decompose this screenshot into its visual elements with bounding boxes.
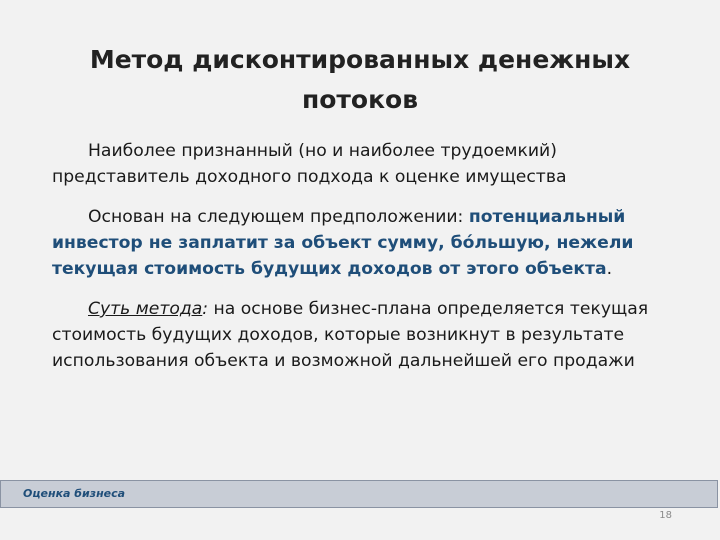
footer-bar xyxy=(0,480,718,508)
assumption-highlight: потенциальный инвестор не заплатит за объект сумму, бóльшую, нежели текущая стоимость будущих доходов от этого объекта xyxy=(52,207,634,279)
essence-colon: : xyxy=(202,299,209,319)
assumption-end: . xyxy=(606,259,613,279)
slide-body xyxy=(52,138,692,388)
page-number: 18 xyxy=(659,510,672,521)
essence-term: Суть метода xyxy=(88,299,203,319)
slide-title: Метод дисконтированных денежных потоков xyxy=(89,45,631,114)
assumption-lead: Основан на следующем предположении: xyxy=(88,207,469,227)
paragraph-assumption xyxy=(52,204,692,282)
paragraph-definition: Наиболее признанный (но и наиболее трудоемкий) представитель доходного подхода к оценке имущества xyxy=(52,141,567,187)
footer-label: Оценка бизнеса xyxy=(23,487,126,500)
paragraph-essence xyxy=(52,296,692,374)
essence-text: на основе бизнес-плана определяется текущая стоимость будущих доходов, которые возникнут в результате использования объекта и возможной дальнейшей его продажи xyxy=(52,299,649,371)
